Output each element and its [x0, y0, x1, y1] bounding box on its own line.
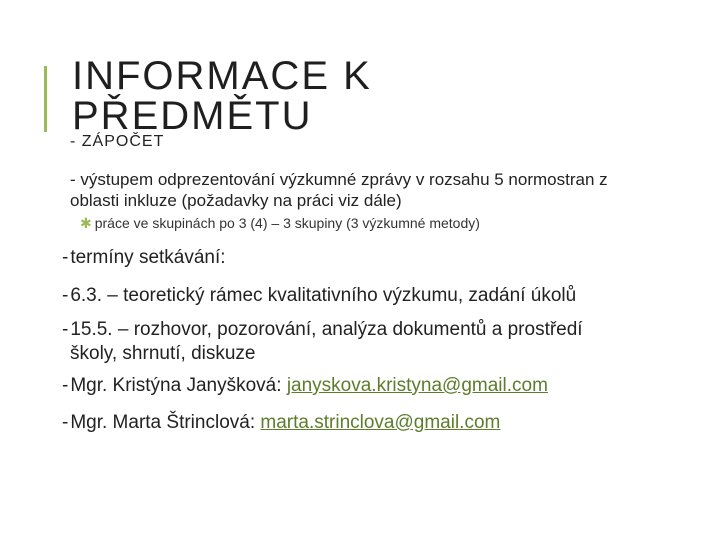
asterisk-bullet-icon: ✱	[80, 215, 92, 231]
title-accent-bar	[44, 66, 47, 132]
slide-title-line-2: PŘEDMĚTU	[72, 94, 313, 138]
bullet-dash: -	[62, 319, 69, 340]
exam-requirement-text: - výstupem odprezentování výzkumné zprávy v rozsahu 5 normostran z oblasti inkluze (požadavky na práci viz dále)	[70, 170, 608, 210]
meeting-date-1	[62, 284, 576, 308]
meetings-heading	[62, 246, 226, 270]
contact-1-name: Mgr. Kristýna Janyšková:	[70, 375, 282, 396]
meeting-date-2-continuation: školy, shrnutí, diskuze	[70, 343, 256, 364]
slide-title	[72, 56, 372, 136]
meeting-date-2-text: 15.5. – rozhovor, pozorování, analýza dokumentů a prostředí	[70, 319, 583, 340]
slide-title-line-1: INFORMACE K	[72, 54, 372, 98]
bullet-dash: -	[62, 412, 69, 433]
bullet-dash: -	[62, 285, 69, 306]
group-work-bullet	[80, 214, 480, 232]
meeting-date-1-text: 6.3. – teoretický rámec kvalitativního výzkumu, zadání úkolů	[70, 285, 577, 306]
group-work-text: práce ve skupinách po 3 (4) – 3 skupiny (3 výzkumné metody)	[94, 215, 480, 231]
meetings-label: termíny setkávání:	[70, 247, 226, 268]
contact-2	[62, 411, 500, 435]
contact-1-email-link[interactable]: janyskova.kristyna@gmail.com	[286, 375, 548, 396]
contact-2-name: Mgr. Marta Štrinclová:	[70, 412, 256, 433]
slide-subtitle: - ZÁPOČET	[70, 133, 165, 150]
contact-2-email-link[interactable]: marta.strinclova@gmail.com	[260, 412, 501, 433]
bullet-dash: -	[62, 247, 69, 268]
bullet-dash: -	[62, 375, 69, 396]
meeting-date-2	[62, 318, 662, 366]
contact-1	[62, 374, 548, 398]
